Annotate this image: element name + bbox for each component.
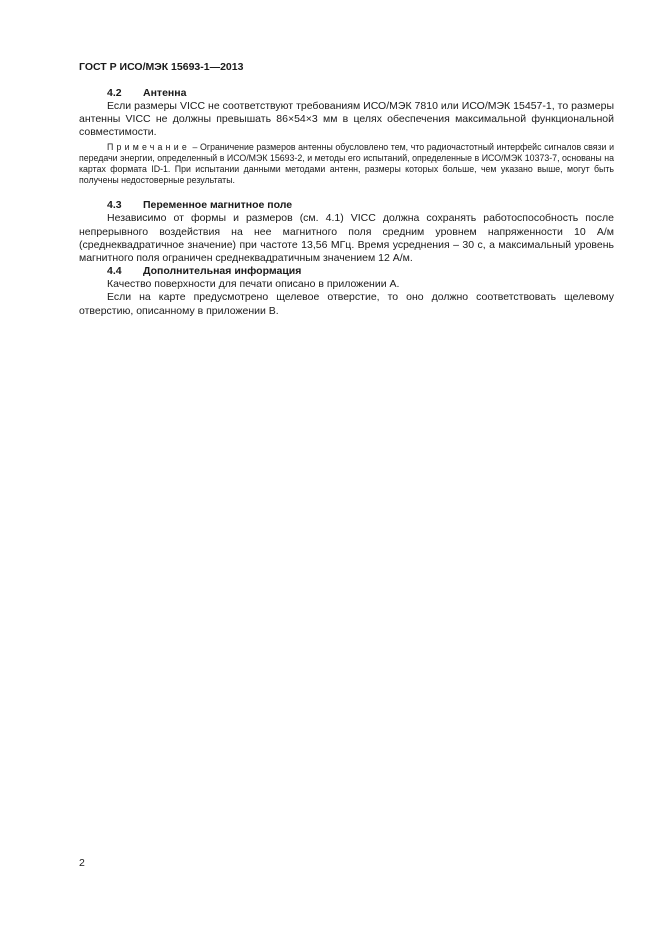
section-4-4-paragraph-1: Качество поверхности для печати описано в приложении А. [107, 278, 400, 291]
section-4-2-note [79, 142, 614, 187]
document-page [79, 60, 614, 318]
section-4-4-paragraph-2: Если на карте предусмотрено щелевое отверстие, то оно должно соответствовать щелевому отверстию, описанному в приложении В. [79, 291, 614, 317]
section-4-2-heading [79, 87, 614, 100]
section-4-2-paragraph: Если размеры VICC не соответствуют требованиям ИСО/МЭК 7810 или ИСО/МЭК 15457-1, то размеры антенны VICC не должны превышать 86×54×3 мм в целях обеспечения максимальной функциональной совместимости. [79, 100, 614, 139]
section-number: 4.4 [107, 265, 122, 278]
section-title: Дополнительная информация [143, 265, 302, 278]
section-4-3-paragraph: Независимо от формы и размеров (см. 4.1) VICC должна сохранять работоспособность после непрерывного воздействия на нее магнитного поля средним уровнем напряженности 10 А/м (среднеквадратичное значение) при частоте 13,56 МГц. Время усреднения – 30 с, а максимальный уровень магнитного поля ограничен среднеквадратичным значением 12 А/м. [79, 212, 614, 265]
section-title: Переменное магнитное поле [143, 199, 293, 212]
note-label: Примечание [107, 141, 190, 152]
note-text: – Ограничение размеров антенны обусловлено тем, что радиочастотный интерфейс сигналов связи и передачи энергии, определенный в ИСО/МЭК 15693-2, и методы его испытаний, определенные в ИСО/МЭК 10373-7, основаны на картах формата ID-1. При испытании данными методами антенн, размеры которых больше, чем указано выше, могут быть получены недостоверные результаты. [79, 141, 614, 186]
section-number: 4.3 [107, 199, 122, 212]
document-header: ГОСТ Р ИСО/МЭК 15693-1—2013 [79, 61, 244, 73]
section-number: 4.2 [107, 87, 122, 99]
section-4-3-heading [79, 199, 614, 212]
section-title: Антенна [143, 87, 187, 99]
page-number: 2 [79, 857, 85, 869]
section-4-4-heading [79, 265, 614, 278]
